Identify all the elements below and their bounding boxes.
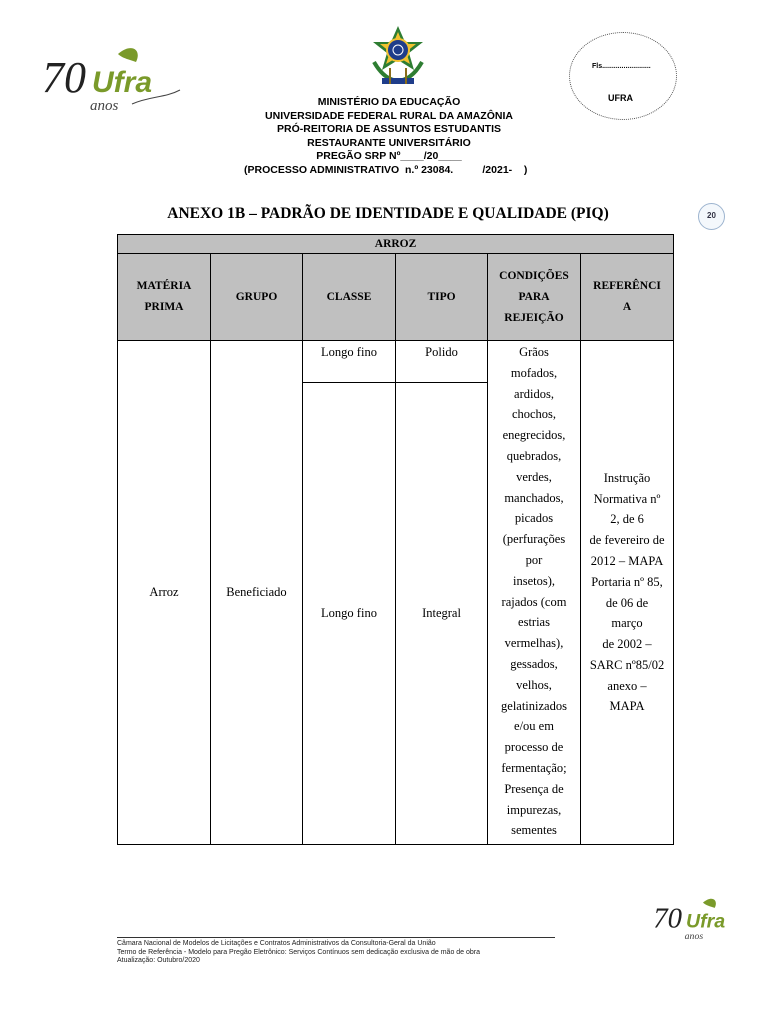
ufra-70-anos-logo	[40, 44, 190, 114]
header-ministry: MINISTÉRIO DA EDUCAÇÃO	[317, 96, 461, 108]
brazil-coat-of-arms-icon	[368, 24, 428, 88]
table-group-heading: ARROZ	[118, 235, 674, 254]
logo-word: Ufra	[92, 66, 153, 99]
header-pregao: PREGÃO SRP Nº____/20____	[316, 150, 462, 163]
footer-line-1: Câmara Nacional de Modelos de Licitações e Contratos Administrativos da Consultoria-Geral da União	[117, 940, 436, 947]
col-header-referencia: REFERÊNCI A	[581, 254, 674, 341]
svg-text:Ufra: Ufra	[685, 910, 726, 933]
col-header-classe: CLASSE	[303, 254, 396, 341]
footer-line-3: Atualização: Outubro/2020	[117, 957, 200, 965]
cell-grupo: Beneficiado	[211, 341, 303, 845]
stamp-folio: Fls.........................	[592, 63, 651, 70]
logo-sub: anos	[90, 98, 119, 114]
header-process-number: (PROCESSO ADMINISTRATIVO n.º 23084. /2021- )	[244, 163, 528, 176]
col-header-condicoes: CONDIÇÕES PARA REJEIÇÃO	[488, 254, 581, 341]
page-number-badge: 20	[698, 203, 725, 230]
col-header-tipo: TIPO	[396, 254, 488, 341]
logo-number: 70	[42, 53, 86, 102]
stamp-ufra: UFRA	[608, 93, 633, 103]
cell-classe-1: Longo fino	[303, 341, 396, 383]
cell-condicoes: Grãos mofados, ardidos, chochos, enegrecidos, quebrados, verdes, manchados, picados (perfurações por insetos), rajados (com estrias vermelhas), gessados, velhos, gelatinizados e/ou em processo de fermentação; Presença de impurezas, sementes	[488, 341, 581, 845]
footer-divider	[117, 937, 555, 938]
page-stamp	[569, 32, 677, 120]
cell-referencia: Instrução Normativa nº 2, de 6 de fevereiro de 2012 – MAPA Portaria nº 85, de 06 de março de 2002 – SARC nº85/02 anexo – MAPA	[581, 341, 674, 845]
piq-table	[117, 234, 674, 845]
header-restaurant: RESTAURANTE UNIVERSITÁRIO	[307, 136, 471, 149]
footer-line-2: Termo de Referência - Modelo para Pregão Eletrônico: Serviços Contínuos sem dedicação exclusiva de mão de obra	[117, 948, 481, 956]
annex-title: ANEXO 1B – PADRÃO DE IDENTIDADE E QUALIDADE (PIQ)	[167, 205, 609, 222]
cell-tipo-2: Integral	[396, 383, 488, 845]
col-header-materia-prima: MATÉRIA PRIMA	[118, 254, 211, 341]
header-pro-rectory: PRÓ-REITORIA DE ASSUNTOS ESTUDANTIS	[276, 123, 502, 136]
cell-classe-2: Longo fino	[303, 383, 396, 845]
cell-materia: Arroz	[118, 341, 211, 845]
svg-text:70: 70	[653, 902, 683, 935]
cell-tipo-1: Polido	[396, 341, 488, 383]
header-university: UNIVERSIDADE FEDERAL RURAL DA AMAZÔNIA	[265, 109, 513, 122]
document-header	[200, 96, 578, 178]
ufra-70-anos-logo-footer	[652, 896, 750, 942]
page-footer	[117, 940, 637, 966]
svg-text:anos: anos	[684, 931, 704, 942]
col-header-grupo: GRUPO	[211, 254, 303, 341]
